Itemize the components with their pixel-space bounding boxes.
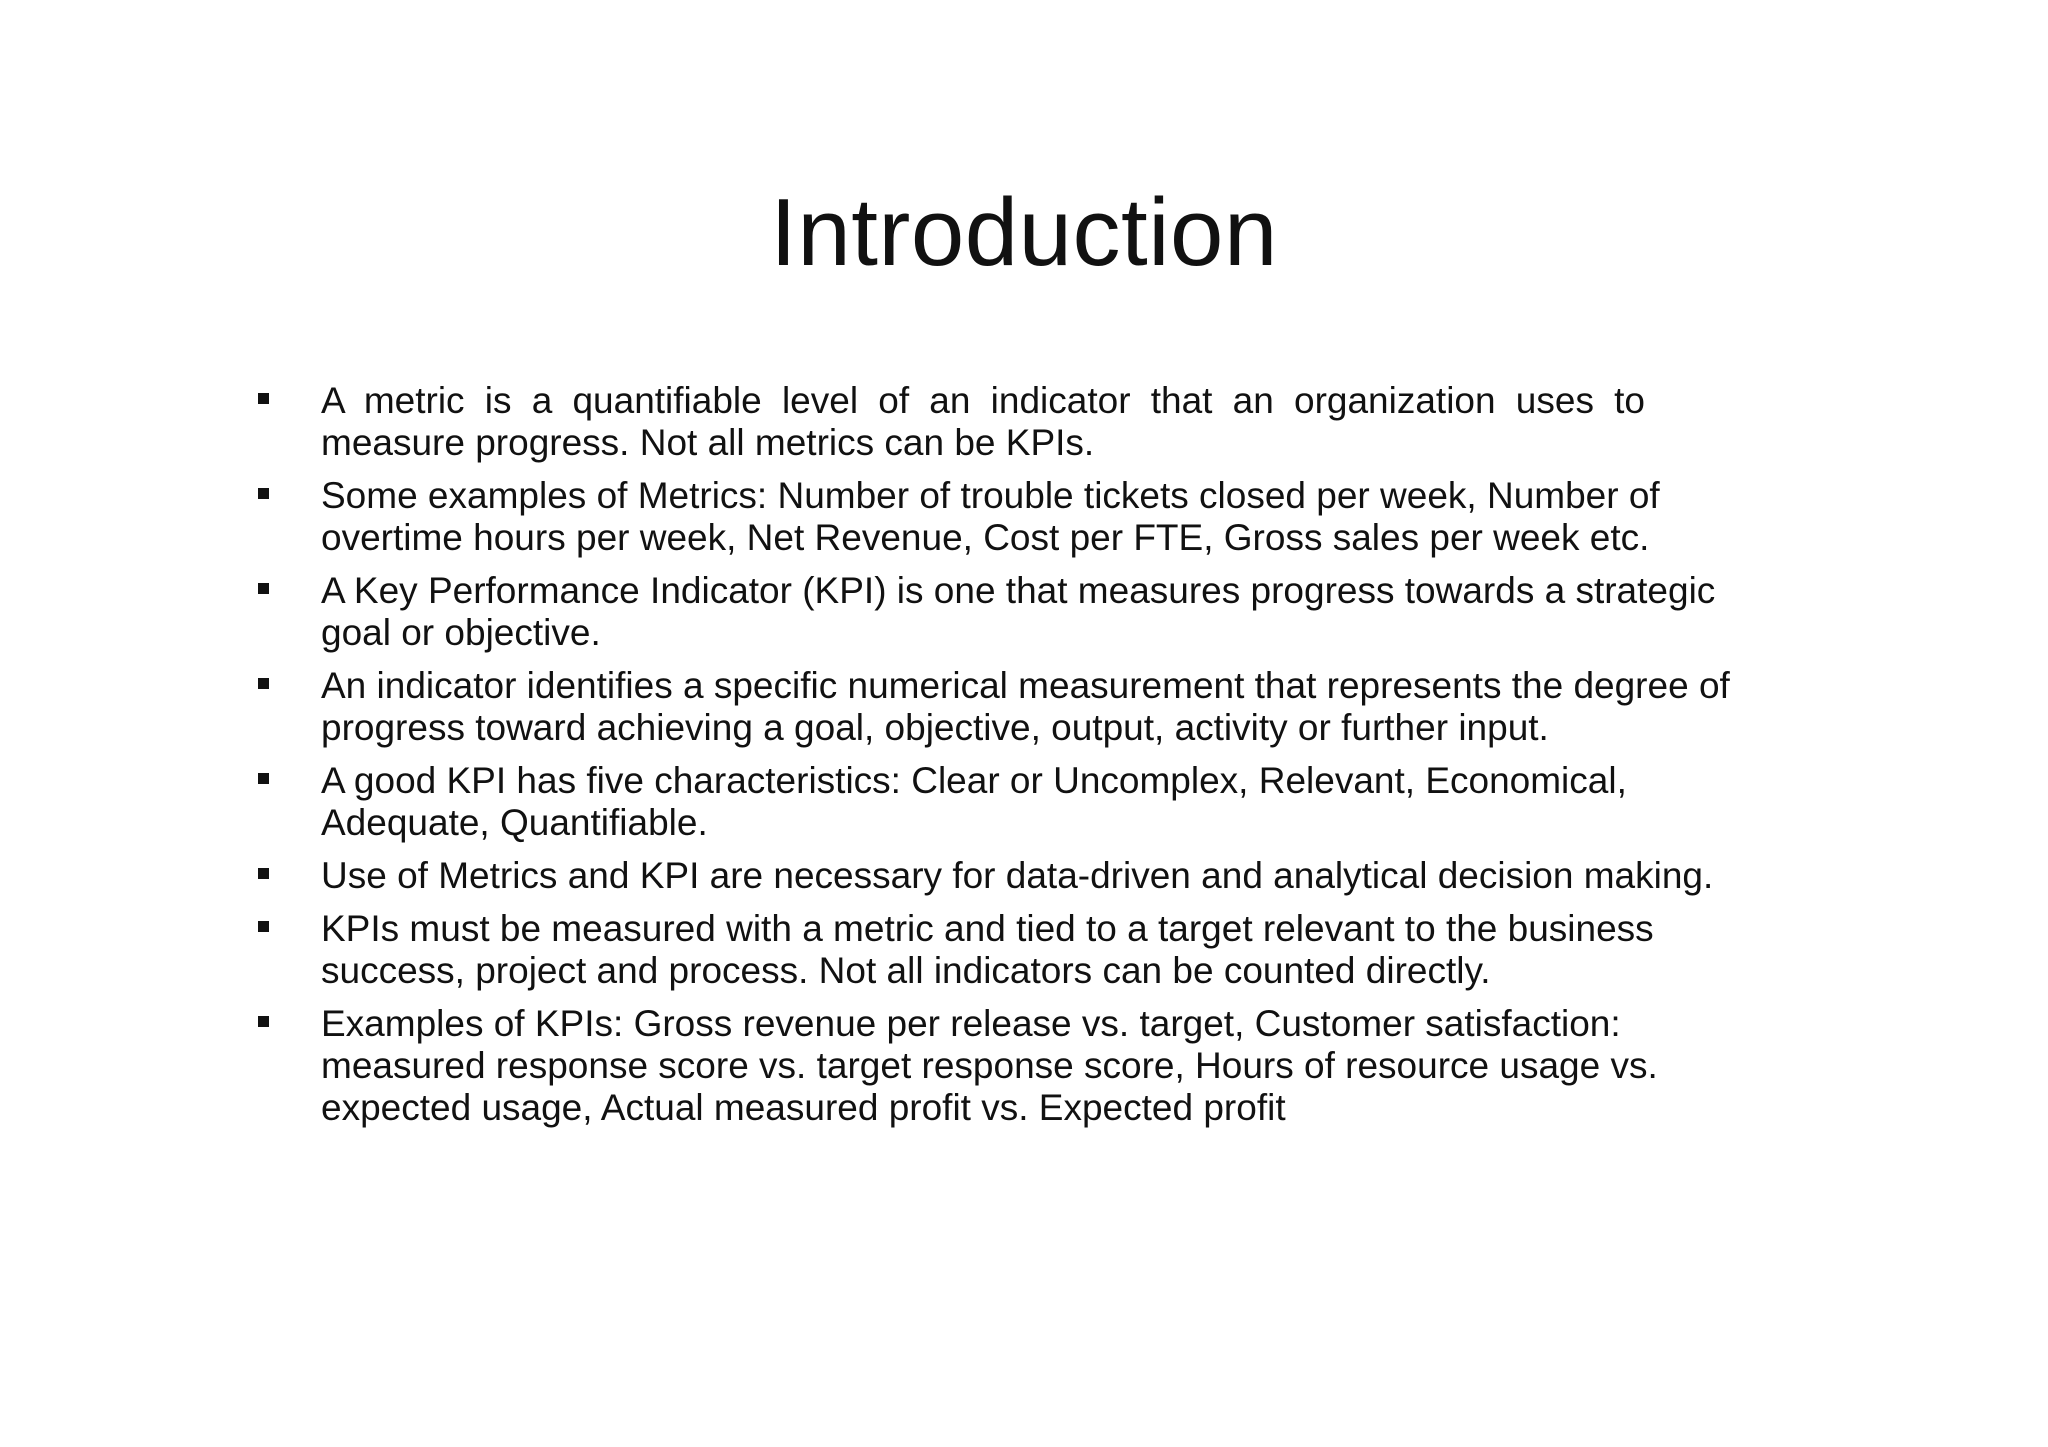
square-bullet-icon <box>258 583 269 594</box>
bullet-text: An indicator identifies a specific numerical measurement that represents the degree of progress toward achieving a goal, objective, output, activity or further input. <box>321 665 1730 748</box>
bullet-item <box>255 380 1795 464</box>
bullet-text: A good KPI has five characteristics: Clear or Uncomplex, Relevant, Economical, Adequate, Quantifiable. <box>321 760 1627 843</box>
bullet-text: KPIs must be measured with a metric and tied to a target relevant to the business success, project and process. Not all indicators can be counted directly. <box>321 908 1654 991</box>
square-bullet-icon <box>258 921 269 932</box>
bullet-item <box>255 475 1795 559</box>
bullet-item <box>255 760 1795 844</box>
bullet-item <box>255 908 1795 992</box>
slide-title: Introduction <box>770 179 1278 286</box>
bullet-item <box>255 665 1795 749</box>
square-bullet-icon <box>258 773 269 784</box>
square-bullet-icon <box>258 488 269 499</box>
bullet-item <box>255 855 1795 897</box>
square-bullet-icon <box>258 868 269 879</box>
bullet-text: Use of Metrics and KPI are necessary for data-driven and analytical decision making. <box>321 855 1714 896</box>
bullet-text: A Key Performance Indicator (KPI) is one that measures progress towards a strategic goal or objective. <box>321 570 1716 653</box>
bullet-list <box>255 380 1795 1140</box>
square-bullet-icon <box>258 678 269 689</box>
square-bullet-icon <box>258 1016 269 1027</box>
bullet-item <box>255 1003 1795 1129</box>
square-bullet-icon <box>258 393 269 404</box>
bullet-item <box>255 570 1795 654</box>
bullet-text: A metric is a quantifiable level of an indicator that an organization uses to measure progress. Not all metrics can be KPIs. <box>321 380 1645 463</box>
bullet-text: Some examples of Metrics: Number of trouble tickets closed per week, Number of overtime hours per week, Net Revenue, Cost per FTE, Gross sales per week etc. <box>321 475 1660 558</box>
bullet-text: Examples of KPIs: Gross revenue per release vs. target, Customer satisfaction: measured response score vs. target response score, Hours of resource usage vs. expected usage, Actual measured profit vs. Expected profit <box>321 1003 1658 1128</box>
